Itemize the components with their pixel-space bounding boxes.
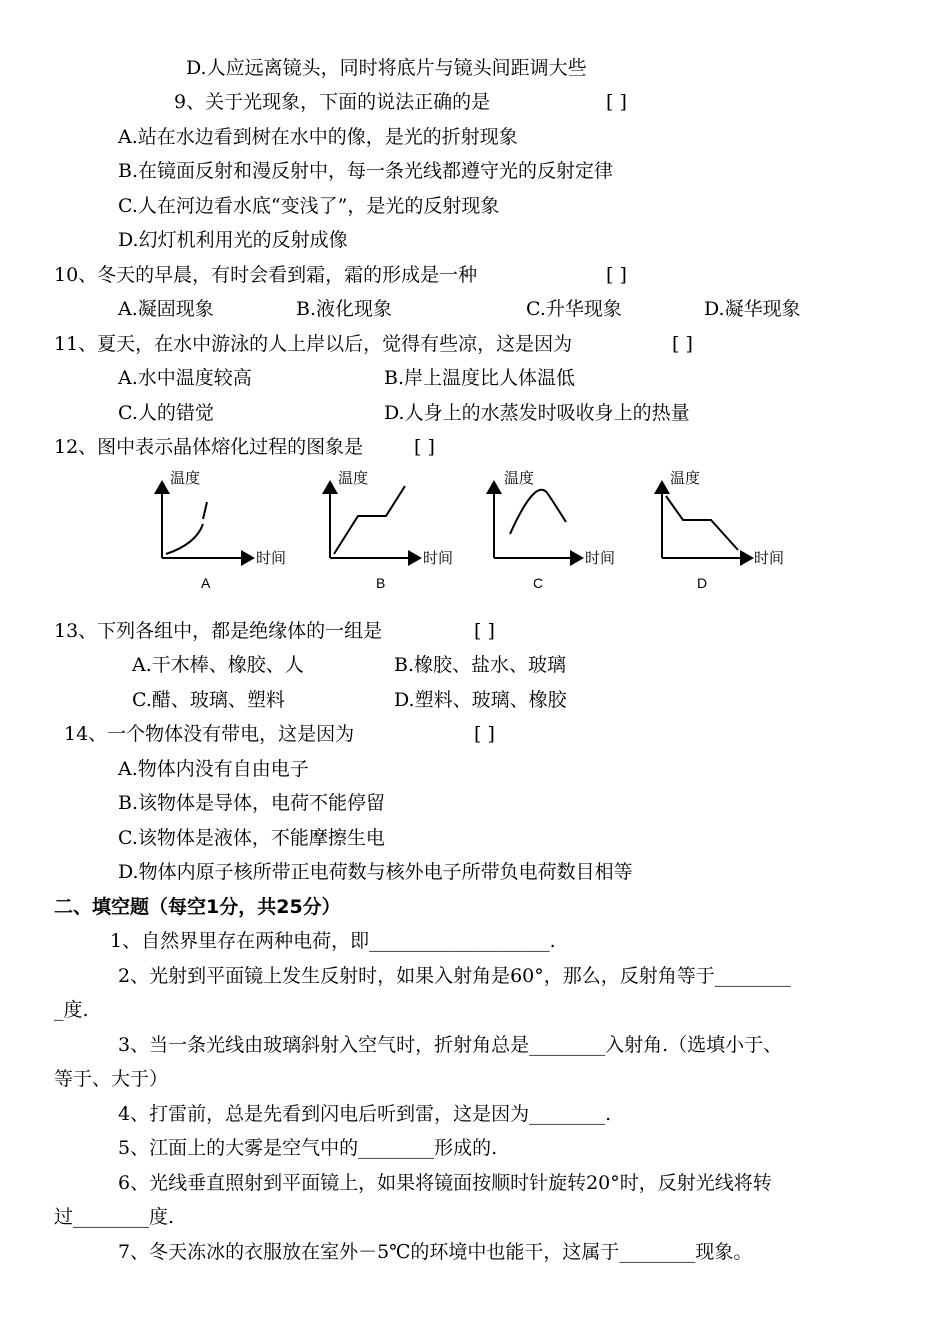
q11-option-c: C.人的错觉 [118,402,214,424]
fill-blank-3: 3、当一条光线由玻璃斜射入空气时，折射角总是________入射角.（选填小于、 [118,1034,783,1056]
fill-blank-4: 4、打雷前，总是先看到闪电后听到雷，这是因为________. [118,1103,612,1125]
graph-b-caption: B [376,575,386,591]
q10-stem: 10、冬天的早晨，有时会看到霜，霜的形成是一种 [54,264,478,286]
graph-c-xlabel: 时间 [585,550,616,567]
q10-answer-bracket: [ ] [606,264,627,286]
q14-answer-bracket: [ ] [474,723,495,745]
section-2-title: 二、填空题（每空1分，共25分） [54,896,341,918]
q9-stem: 9、关于光现象，下面的说法正确的是 [174,91,491,113]
fill-blank-7: 7、冬天冻冰的衣服放在室外－5℃的环境中也能干，这属于________现象。 [118,1241,753,1263]
graph-b [330,469,453,591]
q8-option-d: D.人应远离镜头，同时将底片与镜头间距调大些 [186,57,587,79]
q9-answer-bracket: [ ] [606,91,627,113]
q9-option-c: C.人在河边看水底“变浅了”，是光的反射现象 [118,195,500,217]
q10-option-b: B.液化现象 [296,298,393,320]
q9-option-d: D.幻灯机利用光的反射成像 [118,229,348,251]
q13-option-c: C.醋、玻璃、塑料 [132,689,285,711]
graph-d-caption: D [697,575,708,591]
graph-d-ylabel: 温度 [670,470,701,487]
graph-b-xlabel: 时间 [423,550,454,567]
graph-a-xlabel: 时间 [256,550,287,567]
q14-stem: 14、一个物体没有带电，这是因为 [64,723,355,745]
graph-c-curve [510,490,566,534]
q13-answer-bracket: [ ] [474,620,495,642]
graph-b-ylabel: 温度 [338,470,369,487]
q11-answer-bracket: [ ] [672,333,693,355]
fill-blank-2: 2、光射到平面镜上发生反射时，如果入射角是60°，那么，反射角等于________ [118,965,791,987]
q9-option-a: A.站在水边看到树在水中的像，是光的折射现象 [118,126,518,148]
q14-option-b: B.该物体是导体，电荷不能停留 [118,792,386,814]
graph-d [662,469,784,591]
q10-option-c: C.升华现象 [526,298,622,320]
graph-a-curve [166,524,203,554]
q12-stem: 12、图中表示晶体熔化过程的图象是 [54,436,364,458]
graph-a-ylabel: 温度 [170,470,201,487]
graph-c-caption: C [533,575,544,591]
graph-c-ylabel: 温度 [504,470,535,487]
fill-blank-1: 1、自然界里存在两种电荷，即___________________. [110,930,556,952]
q12-answer-bracket: [ ] [414,436,435,458]
q9-option-b: B.在镜面反射和漫反射中，每一条光线都遵守光的反射定律 [118,160,614,182]
graph-c [494,469,615,591]
graph-a-caption: A [201,575,211,591]
graph-b-curve [334,486,405,554]
q10-option-a: A.凝固现象 [118,298,214,320]
graph-d-curve [666,496,738,550]
graph-a [162,469,286,591]
q14-option-c: C.该物体是液体，不能摩擦生电 [118,827,385,849]
q13-stem: 13、下列各组中，都是绝缘体的一组是 [54,620,383,642]
q10-option-d: D.凝华现象 [704,298,801,320]
q11-stem: 11、夏天，在水中游泳的人上岸以后，觉得有些凉，这是因为 [54,333,573,355]
q11-option-d: D.人身上的水蒸发时吸收身上的热量 [384,402,690,424]
q11-option-a: A.水中温度较高 [118,367,252,389]
q13-option-a: A.干木棒、橡胶、人 [132,654,304,676]
q14-option-a: A.物体内没有自由电子 [118,758,309,780]
q12-graph-figure [0,468,950,598]
q14-option-d: D.物体内原子核所带正电荷数与核外电子所带负电荷数目相等 [118,861,633,883]
graph-d-xlabel: 时间 [754,550,785,567]
fill-blank-6-cont: 过________度. [54,1206,175,1228]
fill-blank-6: 6、光线垂直照射到平面镜上，如果将镜面按顺时针旋转20°时，反射光线将转 [118,1172,772,1194]
q11-option-b: B.岸上温度比人体温低 [384,367,576,389]
fill-blank-2-cont: _度. [54,999,89,1021]
fill-blank-5: 5、江面上的大雾是空气中的________形成的. [118,1137,498,1159]
q13-option-b: B.橡胶、盐水、玻璃 [394,654,567,676]
fill-blank-3-cont: 等于、大于） [54,1068,169,1090]
q13-option-d: D.塑料、玻璃、橡胶 [394,689,567,711]
